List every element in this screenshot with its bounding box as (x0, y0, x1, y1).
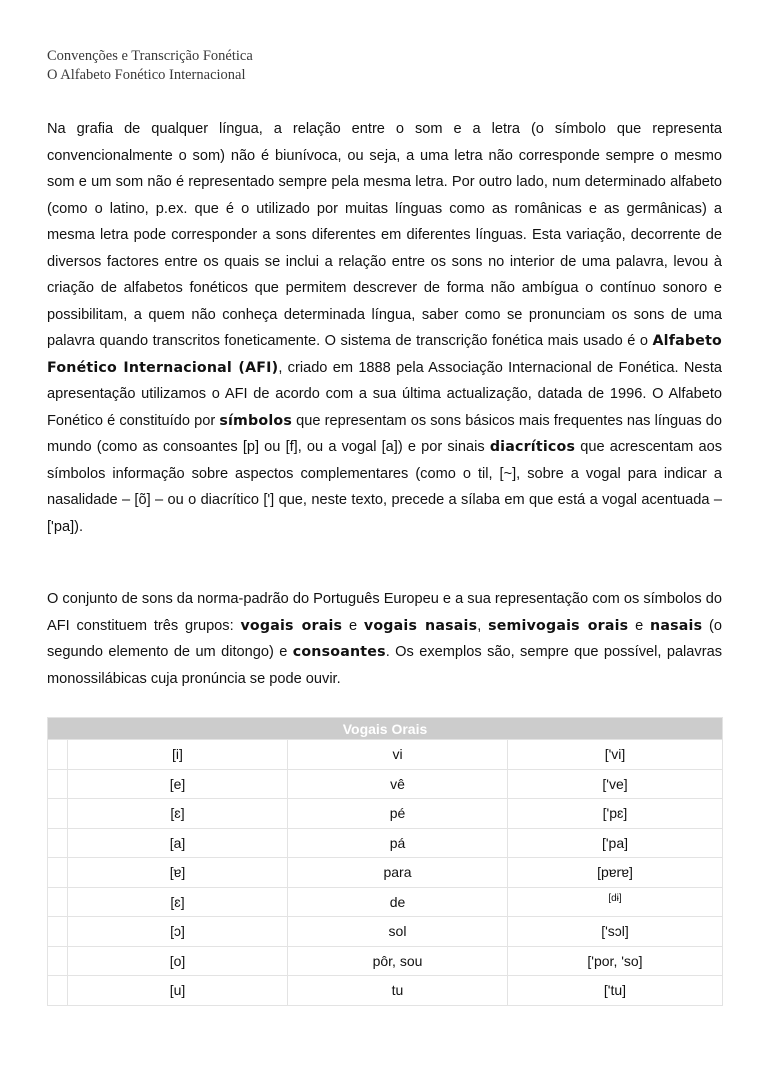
vowel-symbol: [u] (68, 976, 288, 1006)
intro-text-4: que acrescentam aos símbolos informação sobre aspectos complementares (como o til, [~], sobre a vogal para indicar a nasalidade – [õ] – ou o diacrítico ['] que, neste texto, precede a sílaba em que está a vogal acentuada – ['pa]). (47, 439, 722, 535)
oral-vowels-table (47, 717, 723, 1006)
row-spacer (48, 946, 68, 976)
groups-text-5: (o segundo elemento de um ditongo) e (47, 617, 723, 660)
keyword-consoantes: consoantes (292, 644, 386, 660)
example-word[interactable]: sol (288, 917, 508, 947)
vowel-symbol: [ɛ] (68, 799, 288, 829)
phonetic-transcription: ['vi] (508, 740, 723, 770)
example-word[interactable]: pé (288, 799, 508, 829)
vowel-symbol: [ɐ] (68, 858, 288, 888)
phonetic-transcription: ['por, 'so] (508, 946, 723, 976)
row-spacer (48, 769, 68, 799)
keyword-vogais-nasais: vogais nasais (363, 617, 478, 634)
row-spacer (48, 917, 68, 947)
vowel-symbol: [ɛ] (68, 887, 288, 917)
row-spacer (48, 799, 68, 829)
table-row (48, 887, 723, 917)
table-row (48, 946, 723, 976)
row-spacer (48, 740, 68, 770)
phonetic-transcription: ['tu] (508, 976, 723, 1006)
example-word[interactable]: vê (288, 769, 508, 799)
header-title: Convenções e Transcrição Fonética (47, 48, 253, 64)
document-header (47, 47, 253, 85)
table-row (48, 976, 723, 1006)
keyword-simbolos: símbolos (219, 412, 292, 429)
row-spacer (48, 858, 68, 888)
keyword-nasais: nasais (650, 617, 703, 634)
vowel-symbol: [o] (68, 946, 288, 976)
phonetic-transcription: [pɐrɐ] (508, 858, 723, 888)
example-word[interactable]: para (288, 858, 508, 888)
example-word[interactable]: tu (288, 976, 508, 1006)
example-word[interactable]: pá (288, 828, 508, 858)
keyword-diacriticos: diacríticos (489, 439, 576, 455)
groups-text-3: , (477, 617, 489, 634)
table-row (48, 799, 723, 829)
groups-text-6: . Os exemplos são, sempre que possível, palavras monossilábicas cuja pronúncia se pode ouvir. (47, 644, 722, 687)
table-row (48, 740, 723, 770)
vowel-symbol: [a] (68, 828, 288, 858)
row-spacer (48, 828, 68, 858)
intro-text-1: Na grafia de qualquer língua, a relação entre o som e a letra (o símbolo que representa convencionalmente o som) não é biunívoca, ou seja, a uma letra não corresponde sempre o mesmo som e um som não é representado sempre pela mesma letra. Por outro lado, num determinado alfabeto (como o latino, p.ex. que é o utilizado por muitas línguas como as românicas e as germânicas) a mesma letra pode corresponder a sons diferentes em diferentes línguas. Esta variação, decorrente de diversos factores entre os quais se inclui a relação entre os sons no interior de uma palavra, levou à criação de alfabetos fonéticos que permitem descrever de forma não ambígua o contínuo sonoro e possibilitam, a quem não conheça determinada língua, saber como se pronunciam os sons de uma palavra quando transcritos foneticamente. O sistema de transcrição fonética mais usado é o (47, 121, 722, 349)
groups-text-4: e (628, 617, 651, 634)
intro-paragraph (47, 116, 722, 540)
transcription-small: [dɨ] (608, 892, 622, 904)
groups-text-2: e (342, 617, 364, 634)
vowel-symbol: [e] (68, 769, 288, 799)
row-spacer (48, 976, 68, 1006)
example-word[interactable]: vi (288, 740, 508, 770)
row-spacer (48, 887, 68, 917)
phonetic-transcription: ['pɛ] (508, 799, 723, 829)
phonetic-transcription: ['sɔl] (508, 917, 723, 947)
keyword-afi: Alfabeto Fonético Internacional (AFI) (47, 333, 722, 376)
table-row (48, 769, 723, 799)
table-row (48, 858, 723, 888)
intro-text-3: que representam os sons básicos mais frequentes nas línguas do mundo (como as consoantes [p] ou [f], ou a vogal [a]) e por sinais (47, 412, 723, 455)
phonetic-transcription: ['ve] (508, 769, 723, 799)
table-row (48, 917, 723, 947)
example-word[interactable]: pôr, sou (288, 946, 508, 976)
phonetic-transcription (508, 887, 723, 917)
example-word[interactable]: de (288, 887, 508, 917)
vowel-symbol: [i] (68, 740, 288, 770)
phonetic-transcription: ['pa] (508, 828, 723, 858)
groups-paragraph (47, 586, 722, 692)
intro-text-2: , criado em 1888 pela Associação Internacional de Fonética. Nesta apresentação utilizamos o AFI de acordo com a sua última actualização, datada de 1996. O Alfabeto Fonético é constituído por (47, 359, 722, 429)
keyword-semivogais-orais: semivogais orais (488, 617, 629, 634)
table-row (48, 828, 723, 858)
groups-text-1: O conjunto de sons da norma-padrão do Português Europeu e a sua representação com os símbolos do AFI constituem três grupos: (47, 591, 722, 634)
keyword-vogais-orais: vogais orais (240, 617, 343, 634)
vowel-symbol: [ɔ] (68, 917, 288, 947)
table-title: Vogais Orais (48, 718, 723, 740)
table-header-row (48, 718, 723, 740)
header-subtitle: O Alfabeto Fonético Internacional (47, 67, 246, 83)
